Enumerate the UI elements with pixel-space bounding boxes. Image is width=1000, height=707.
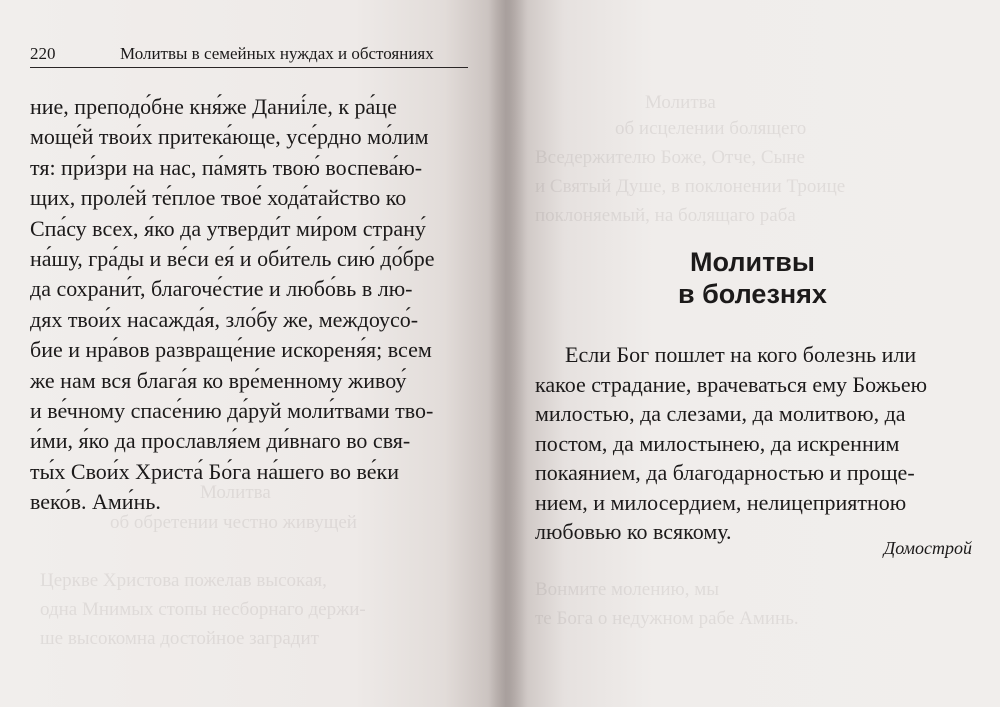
header-rule <box>30 67 468 68</box>
text-line: и ве́чному спасе́нию да́руй моли́твами тво- <box>30 398 434 424</box>
bleed-through-text-right: об исцелении болящего <box>615 118 807 139</box>
text-line: и́ми, я́ко да прославля́ем ди́внаго во свя- <box>30 428 411 454</box>
bleed-through-text-left: ше высокомна достойное заградит <box>40 628 319 649</box>
bleed-through-text-left: Церкве Христова пожелав высокая, <box>40 570 327 591</box>
text-line: моще́й твои́х притека́юще, усе́рдно мо́лим <box>30 124 429 150</box>
text-line: любовью ко всякому. <box>535 519 732 544</box>
bleed-through-text-right: поклоняемый, на болящаго раба <box>535 205 796 226</box>
bleed-through-text-left: одна Мнимых стопы несборнаго держи- <box>40 599 366 620</box>
section-text <box>535 340 975 547</box>
section-title-line: Молитвы <box>690 247 815 277</box>
text-line: тя: при́зри на нас, па́мять твою́ воспева́ю- <box>30 154 423 180</box>
text-line: да сохрани́т, благоче́стие и любо́вь в лю- <box>30 276 413 302</box>
bleed-through-text-left: об обретении честно живущей <box>110 512 357 533</box>
text-line: покаянием, да благодарностью и проще- <box>535 460 915 485</box>
text-line: постом, да милостынею, да искренним <box>535 430 900 456</box>
right-page <box>505 0 1000 707</box>
text-line: же нам вся блага́я ко вре́менному живоу́ <box>30 367 407 393</box>
text-line: нием, и милосердием, нелицеприятною <box>535 489 907 515</box>
bleed-through-text-left: Молитва <box>200 482 271 503</box>
bleed-through-text-right: Вонмите молению, мы <box>535 579 720 600</box>
text-line: ты́х Свои́х Христа́ Бо́га на́шего во ве́ки <box>30 458 400 484</box>
text-line: ние, преподо́бне кня́же Даниі́ле, к ра́це <box>30 94 397 119</box>
running-title: Молитвы в семейных нуждах и обстояниях <box>120 44 434 63</box>
text-line: Спа́су всех, я́ко да утверди́т ми́ром страну́ <box>30 215 426 241</box>
prayer-text <box>30 92 470 518</box>
section-title <box>505 246 1000 310</box>
text-line: бие и нра́вов развраще́ние искореня́я; всем <box>30 337 432 363</box>
text-line: Если Бог пошлет на кого болезнь или <box>565 342 917 367</box>
section-title-line: в болезнях <box>678 279 827 309</box>
bleed-through-text-right: Вседержителю Боже, Отче, Сыне <box>535 147 805 168</box>
attribution: Домострой <box>883 538 972 558</box>
text-line: щих, проле́й те́плое твое́ хода́тайство ко <box>30 185 407 211</box>
text-line: на́шу, гра́ды и ве́си ея́ и оби́тель сию́ до́бре <box>30 246 435 272</box>
text-line: какое страдание, врачеваться ему Божьею <box>535 371 928 397</box>
text-line: дях твои́х насажда́я, зло́бу же, междоусо́- <box>30 306 419 332</box>
text-line: милостью, да слезами, да молитвою, да <box>535 401 906 426</box>
bleed-through-text-right: и Святый Душе, в поклонении Троице <box>535 176 846 197</box>
book-gutter-shadow <box>488 0 528 707</box>
page-number: 220 <box>30 44 56 63</box>
bleed-through-text-right: те Бога о недужном рабе Аминь. <box>535 608 799 629</box>
bleed-through-text-right: Молитва <box>645 92 716 113</box>
text-line: веко́в. Ами́нь. <box>30 489 161 515</box>
